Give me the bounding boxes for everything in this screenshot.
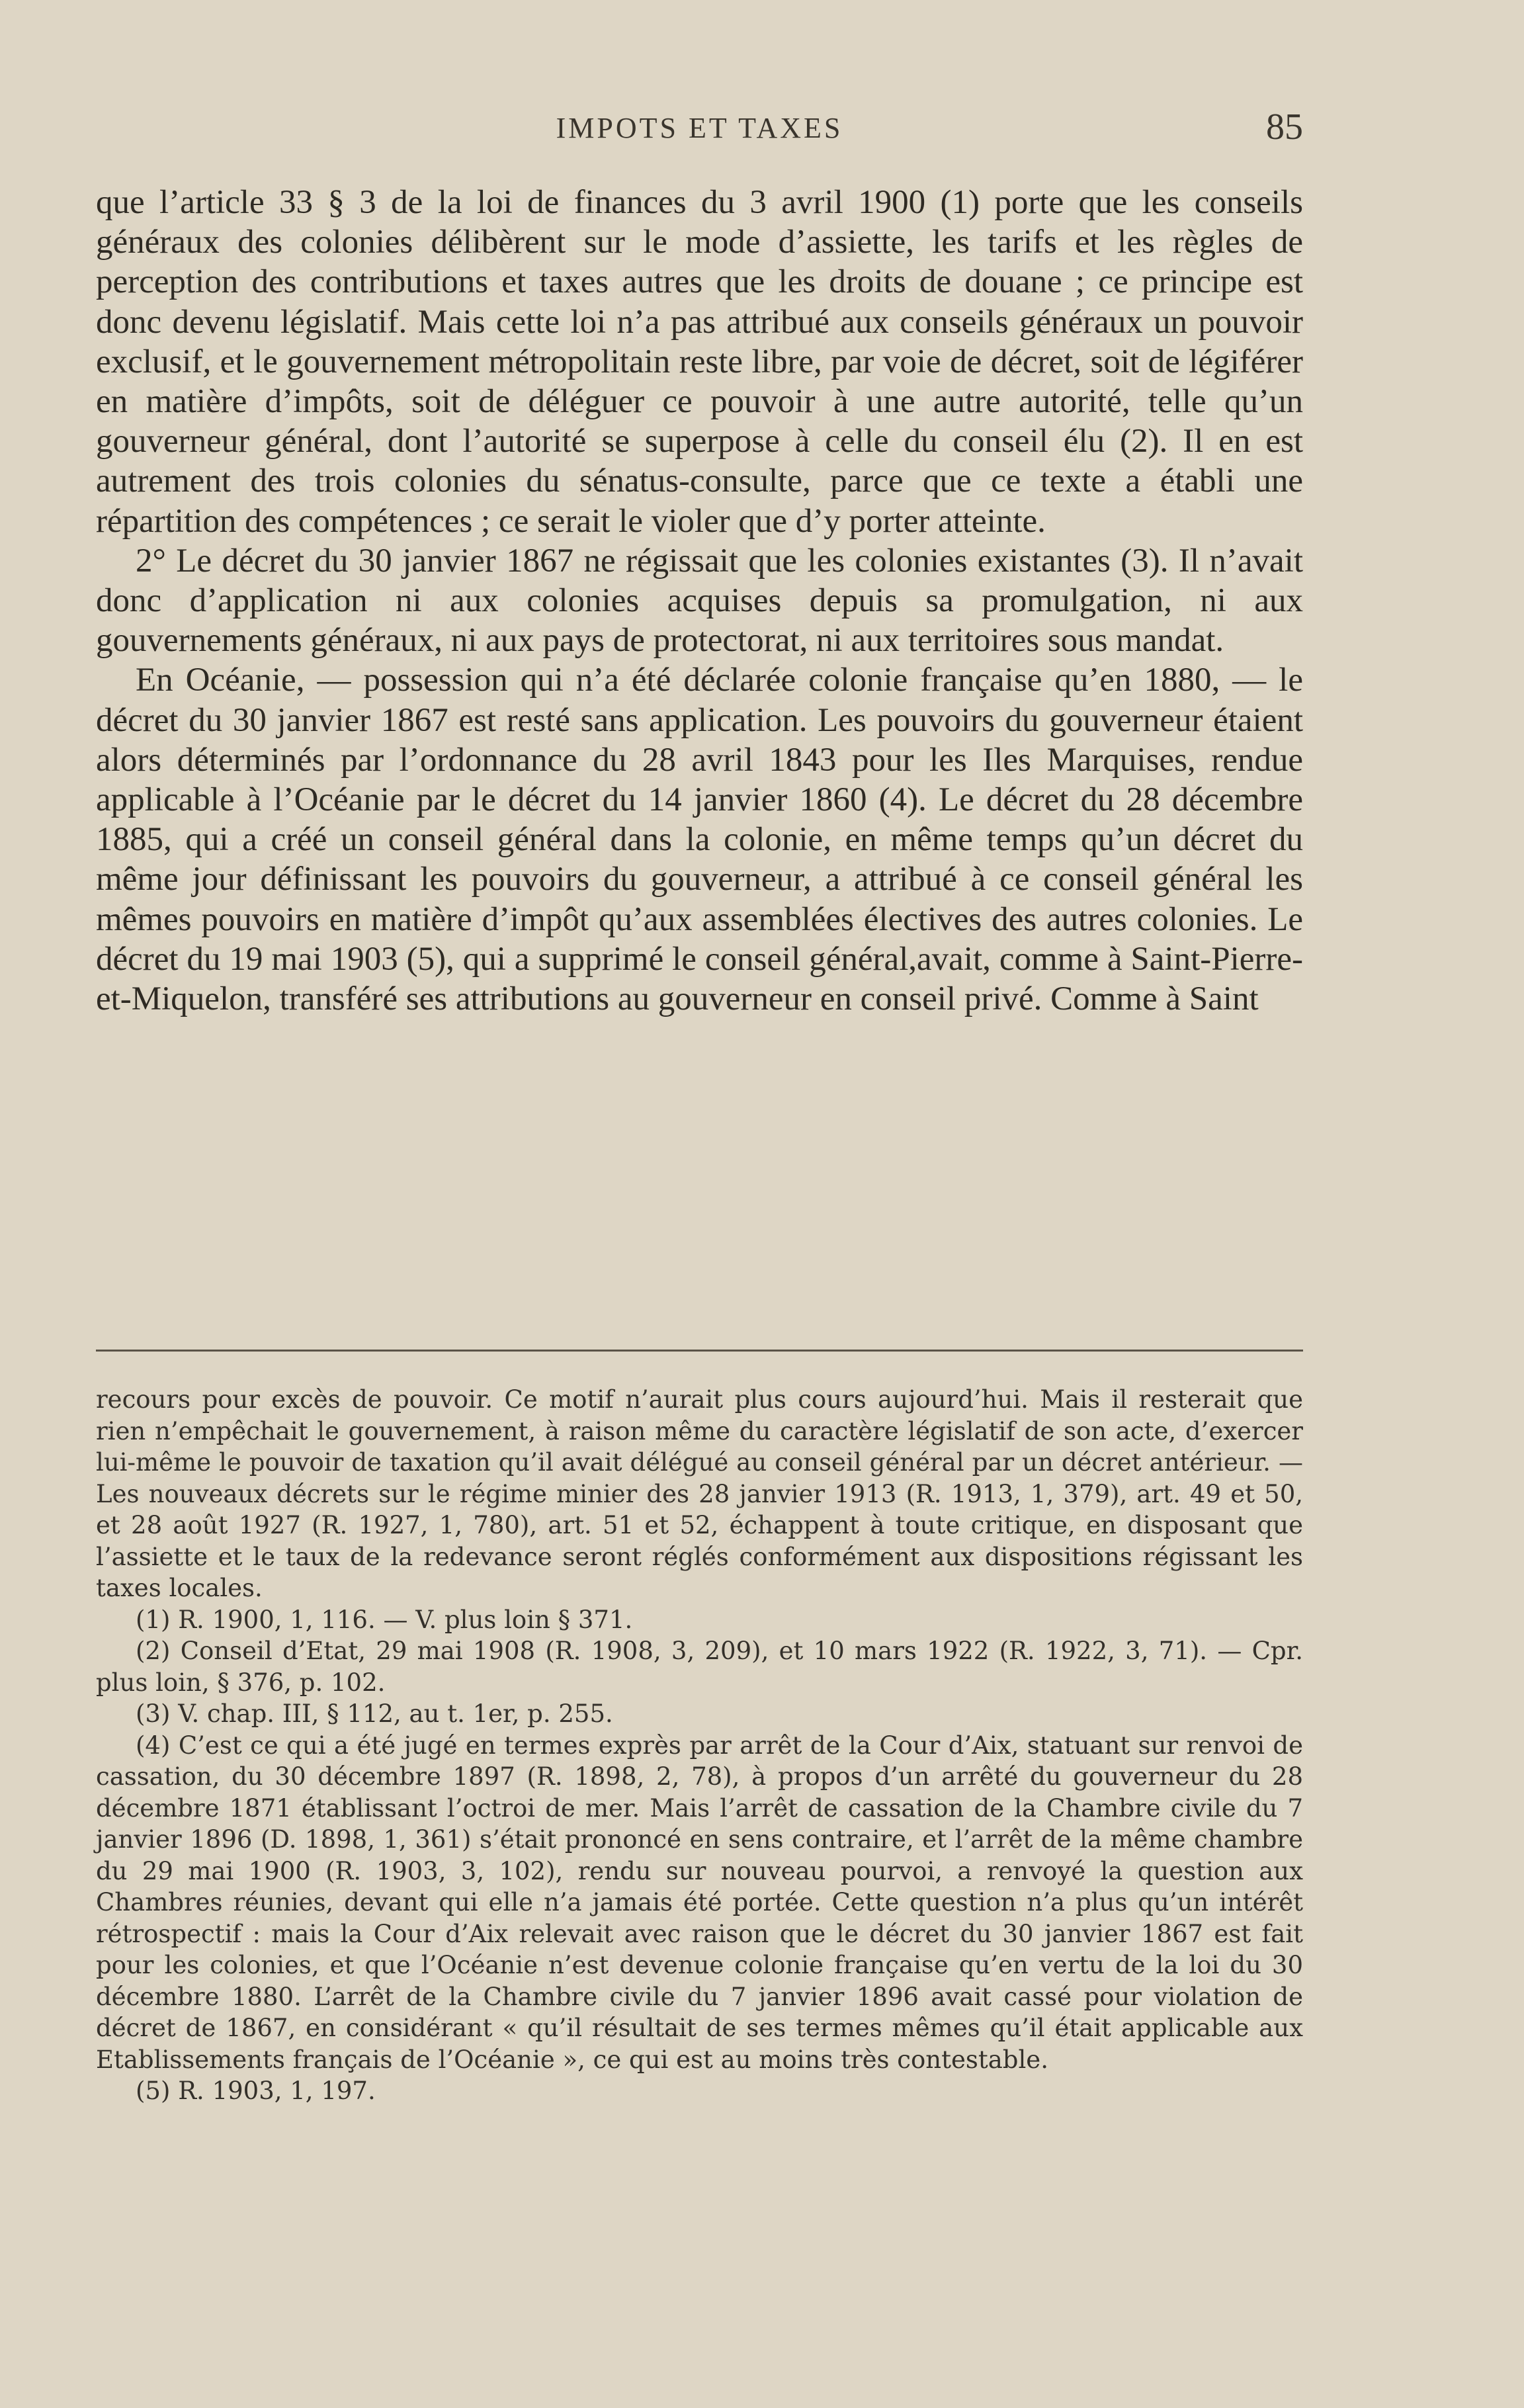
footnote-text: C’est ce qui a été jugé en termes exprès par arrêt de la Cour d’Aix, statuant sur renvoi de cassation, du 30 décembre 1897 (R. 1898, 2, 78), à propos d’un arrêté du gouverneur du 28 décembre 1871 établissant l’octroi de mer. Mais l’arrêt de cassation de la Chambre civile du 7 janvier 1896 (D. 1898, 1, 361) s’était prononcé en sens contraire, et l’arrêt de la même chambre du 29 mai 1900 (R. 1903, 3, 102), rendu sur nouveau pourvoi, a renvoyé la question aux Chambres réunies, devant qui elle n’a jamais été portée. Cette question n’a plus qu’un intérêt rétrospectif : mais la Cour d’Aix relevait avec raison que le décret du 30 janvier 1867 est fait pour les colonies, et que l’Océanie n’est devenue colonie française qu’en vertu de la loi du 30 décembre 1880. L’arrêt de la Chambre civile du 7 janvier 1896 avait cassé pour violation de décret de 1867, en considérant « qu’il résultait de ses termes mêmes qu’il était applicable aux Etablissements français de l’Océanie », ce qui est au moins très contestable. bbox=[96, 1731, 1303, 2074]
body-paragraph: 2° Le décret du 30 janvier 1867 ne régissait que les colonies existantes (3). Il n’avait donc d’application ni aux colonies acquises depuis sa promulgation, ni aux gouvernements généraux, ni aux pays de protectorat, ni aux territoires sous mandat. bbox=[96, 542, 1303, 660]
running-title: IMPOTS ET TAXES bbox=[556, 112, 843, 144]
footnote bbox=[96, 1635, 1303, 1698]
page-number: 85 bbox=[1266, 107, 1303, 148]
body-paragraph: que l’article 33 § 3 de la loi de finances du 3 avril 1900 (1) porte que les conseils généraux des colonies délibèrent sur le mode d’assiette, les tarifs et les règles de perception des contributions et taxes autres que les droits de douane ; ce principe est donc devenu législatif. Mais cette loi n’a pas attribué aux conseils généraux un pouvoir exclusif, et le gouvernement métropolitain reste libre, par voie de décret, soit de légiférer en matière d’impôts, soit de déléguer ce pouvoir à une autre autorité, telle qu’un gouverneur général, dont l’autorité se superpose à celle du conseil élu (2). Il en est autrement des trois colonies du sénatus-consulte, parce que ce texte a établi une répartition des compétences ; ce serait le violer que d’y porter atteinte. bbox=[96, 184, 1303, 540]
body-paragraph: En Océanie, — possession qui n’a été déclarée colonie française qu’en 1880, — le décret du 30 janvier 1867 est resté sans application. Les pouvoirs du gouverneur étaient alors déterminés par l’ordonnance du 28 avril 1843 pour les Iles Marquises, rendue applicable à l’Océanie par le décret du 14 janvier 1860 (4). Le décret du 28 décembre 1885, qui a créé un conseil général dans la colonie, en même temps qu’un décret du même jour définissant les pouvoirs du gouverneur, a attribué à ce conseil général les mêmes pouvoirs en matière d’impôt qu’aux assemblées électives des autres colonies. Le décret du 19 mai 1903 (5), qui a supprimé le conseil général,avait, comme à Saint-Pierre-et-Miquelon, transféré ses attributions au gouverneur en conseil privé. Comme à Saint bbox=[96, 662, 1303, 1018]
footnote-separator bbox=[96, 1350, 1303, 1352]
page-header bbox=[96, 106, 1303, 152]
footnotes bbox=[96, 1384, 1303, 2107]
footnote-continuation: recours pour excès de pouvoir. Ce motif n’aurait plus cours aujourd’hui. Mais il resterait que rien n’empêchait le gouvernement, à raison même du caractère législatif de son acte, d’exercer lui-même le pouvoir de taxation qu’il avait délégué au conseil général par un décret antérieur. — Les nouveaux décrets sur le régime minier des 28 janvier 1913 (R. 1913, 1, 379), art. 49 et 50, et 28 août 1927 (R. 1927, 1, 780), art. 51 et 52, échappent à toute critique, en disposant que l’assiette et le taux de la redevance seront réglés conformément aux dispositions régissant les taxes locales. bbox=[96, 1385, 1303, 1602]
footnote-text: Conseil d’Etat, 29 mai 1908 (R. 1908, 3, 209), et 10 mars 1922 (R. 1922, 3, 71). — Cpr. plus loin, § 376, p. 102. bbox=[96, 1637, 1303, 1697]
footnote-text: R. 1900, 1, 116. — V. plus loin § 371. bbox=[178, 1605, 633, 1634]
footnote bbox=[96, 1698, 1303, 1730]
footnote-number: (3) bbox=[136, 1699, 171, 1728]
footnote bbox=[96, 1604, 1303, 1636]
footnote-text: R. 1903, 1, 197. bbox=[178, 2077, 376, 2105]
footnote-number: (5) bbox=[136, 2077, 171, 2105]
footnote bbox=[96, 1730, 1303, 2076]
footnote bbox=[96, 2075, 1303, 2107]
main-text bbox=[96, 183, 1303, 1019]
footnote-text: V. chap. III, § 112, au t. 1er, p. 255. bbox=[178, 1699, 613, 1728]
footnote-number: (2) bbox=[136, 1637, 171, 1665]
footnote-number: (4) bbox=[136, 1731, 171, 1760]
footnote-number: (1) bbox=[136, 1605, 171, 1634]
